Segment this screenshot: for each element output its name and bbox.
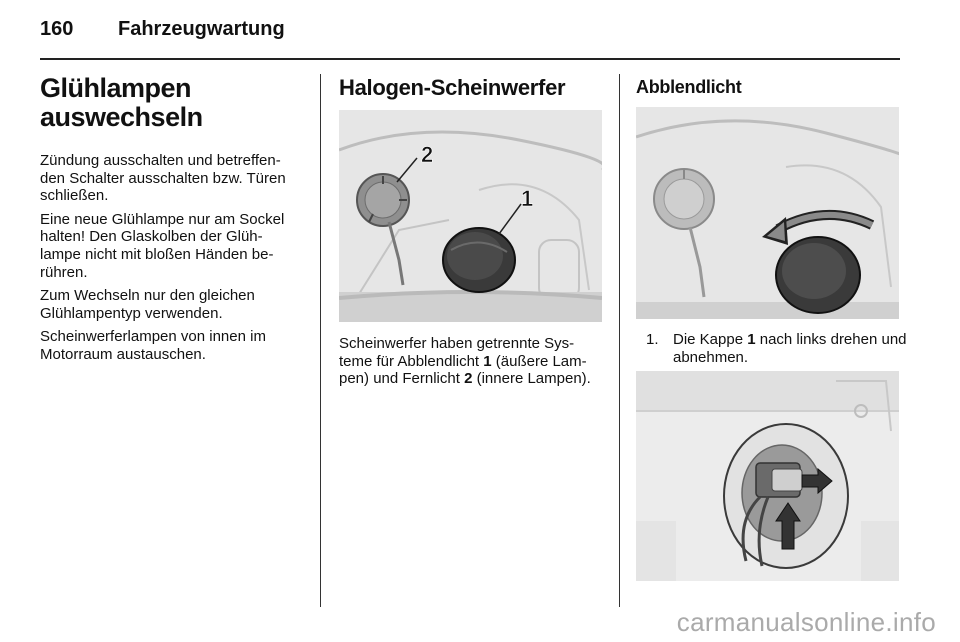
paragraph-same-type: Zum Wechseln nur den gleichen Glühlampentyp verwenden.	[40, 287, 255, 322]
column-low-beam	[636, 74, 900, 100]
cap-removal-illustration	[636, 107, 899, 319]
step-1	[646, 331, 907, 371]
paragraph-ignition: Zündung ausschalten und betreffen-den Schalter ausschalten bzw. Türen schließen.	[40, 152, 286, 205]
headlight-caption-block	[339, 335, 604, 394]
column-divider-2	[619, 74, 620, 607]
page-header	[40, 18, 900, 62]
headlight-caption	[339, 335, 604, 388]
section-title-halogen: Halogen-Scheinwerfer	[339, 75, 566, 100]
section-title-low-beam: Abblendlicht	[636, 77, 742, 97]
watermark: carmanualsonline.info	[676, 607, 936, 637]
figure-callout-2: 2	[421, 142, 434, 167]
paragraph-engine-bay: Scheinwerferlampen von innen im Motorraum austauschen.	[40, 328, 266, 363]
figure-callout-1: 1	[521, 186, 534, 211]
step-1-ref: 1	[747, 331, 756, 348]
header-rule	[40, 58, 900, 60]
bulb-connector-drawing	[636, 371, 899, 581]
page-number: 160	[40, 18, 74, 40]
step-1-number: 1.	[646, 331, 659, 348]
bulb-connector-illustration	[636, 371, 899, 581]
section-title-bulb-replacement	[40, 74, 302, 132]
headlight-overview-illustration	[339, 110, 602, 322]
caption-part-3: (innere Lampen).	[472, 370, 591, 388]
headlight-overview-drawing	[339, 110, 602, 322]
step-1-text	[673, 331, 913, 366]
caption-ref-2: 2	[464, 370, 473, 388]
title-line-1: Glühlampen	[40, 73, 192, 103]
title-line-2: auswechseln	[40, 102, 203, 132]
column-bulb-replacement	[40, 74, 302, 370]
column-halogen-headlights	[339, 74, 604, 102]
caption-part-2: (äußere Lam-pen) und Fernlicht	[339, 352, 587, 388]
step-1-part-1: Die Kappe	[673, 331, 748, 348]
caption-ref-1: 1	[483, 352, 492, 370]
caption-part-1: Scheinwerfer haben getrennte Sys-teme für Abblendlicht	[339, 335, 575, 370]
paragraph-handling: Eine neue Glühlampe nur am Sockel halten! Den Glaskolben der Glüh-lampe nicht mit bloßen Händen be-rühren.	[40, 210, 285, 281]
step-1-part-2: nach links drehen und abnehmen.	[673, 331, 907, 366]
chapter-title: Fahrzeugwartung	[118, 18, 285, 40]
column-divider-1	[320, 74, 321, 607]
cap-removal-drawing	[636, 107, 899, 319]
